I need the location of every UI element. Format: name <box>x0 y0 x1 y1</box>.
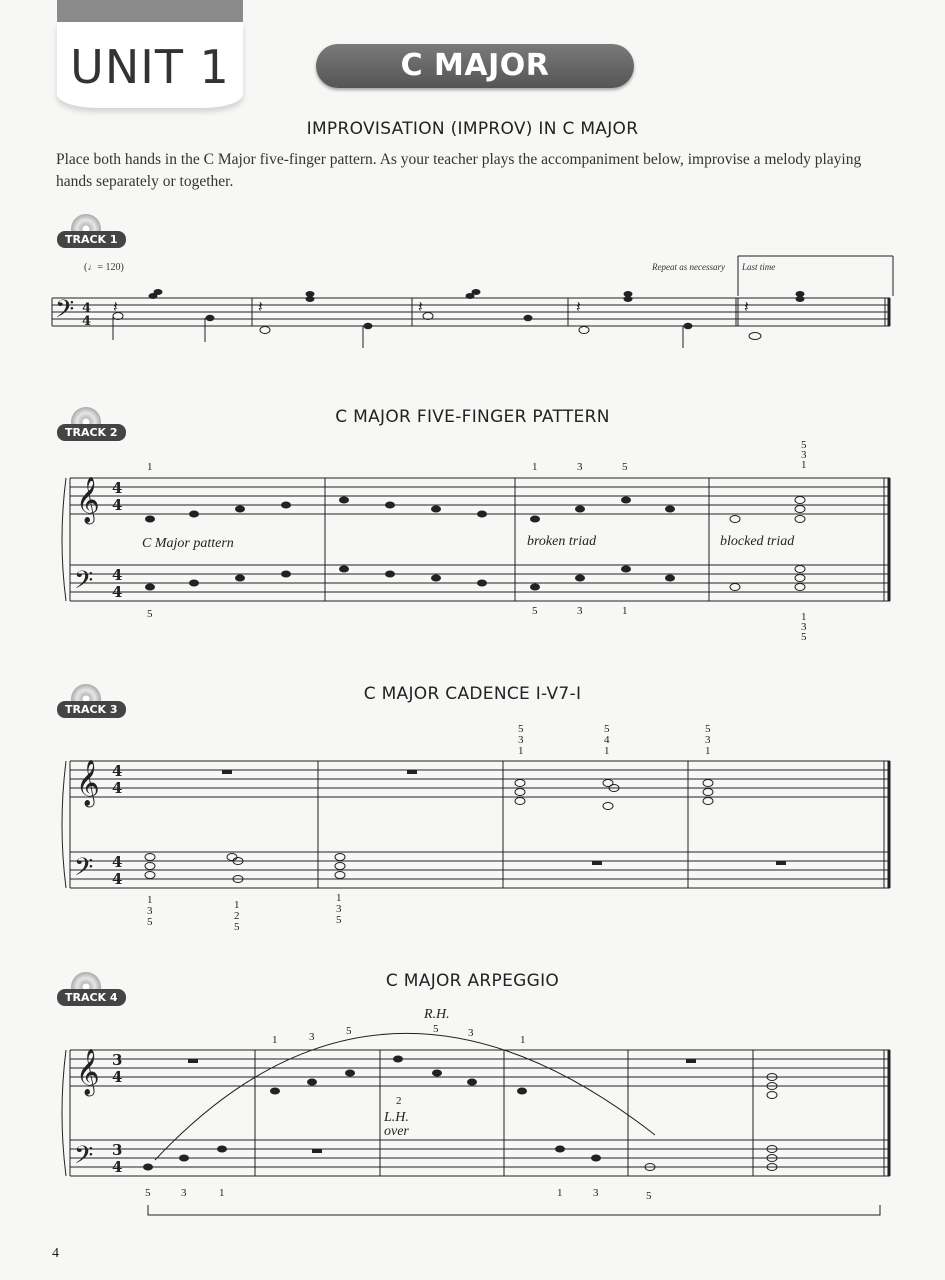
section2-title: C MAJOR FIVE-FINGER PATTERN <box>335 407 610 427</box>
intro-text: Place both hands in the C Major five-finger pattern. As your teacher plays the accompaniment below, improvise a melody playing hands separately or together. <box>56 151 862 190</box>
svg-text:2: 2 <box>234 910 240 922</box>
svg-text:3: 3 <box>801 449 807 461</box>
svg-text:𝄽: 𝄽 <box>113 297 118 316</box>
svg-text:1: 1 <box>532 461 538 473</box>
svg-text:1: 1 <box>622 605 628 617</box>
svg-text:5: 5 <box>346 1025 352 1037</box>
bass-clef-icon: 𝄢 <box>74 1141 94 1176</box>
tempo-mark: (♩= 120) <box>84 262 124 273</box>
svg-text:3: 3 <box>468 1027 474 1039</box>
svg-text:5: 5 <box>801 631 807 643</box>
section3-title: C MAJOR CADENCE I-V7-I <box>363 684 582 704</box>
svg-text:1: 1 <box>801 611 807 623</box>
svg-text:4: 4 <box>112 853 123 871</box>
key-title-pill: C MAJOR <box>316 44 634 88</box>
svg-text:𝄽: 𝄽 <box>576 297 581 316</box>
svg-text:4: 4 <box>112 1068 123 1086</box>
svg-text:3: 3 <box>705 734 711 746</box>
track1-badge: TRACK 1 <box>57 230 126 248</box>
svg-text:4: 4 <box>82 301 92 316</box>
svg-text:1: 1 <box>219 1187 225 1199</box>
last-time-text: Last time <box>742 262 776 272</box>
section4-title: C MAJOR ARPEGGIO <box>385 971 560 991</box>
svg-text:5: 5 <box>646 1190 652 1202</box>
svg-text:5: 5 <box>604 723 610 735</box>
staff-track3 <box>62 761 890 888</box>
svg-text:1: 1 <box>604 745 610 757</box>
svg-text:5: 5 <box>705 723 711 735</box>
svg-text:4: 4 <box>112 479 123 497</box>
svg-text:1: 1 <box>147 461 153 473</box>
svg-text:5: 5 <box>147 916 153 928</box>
svg-text:𝄽: 𝄽 <box>418 297 423 316</box>
label-c-major-pattern: C Major pattern <box>142 536 234 551</box>
unit-label: UNIT 1 <box>70 40 230 94</box>
svg-text:𝄽: 𝄽 <box>258 297 263 316</box>
svg-text:3: 3 <box>577 461 583 473</box>
svg-text:5: 5 <box>622 461 628 473</box>
bass-clef-icon: 𝄢 <box>55 295 75 330</box>
svg-text:3: 3 <box>112 1051 123 1069</box>
track2-badge: TRACK 2 <box>57 423 126 441</box>
page-number: 4 <box>52 1246 59 1261</box>
svg-text:1: 1 <box>518 745 524 757</box>
svg-text:5: 5 <box>147 608 153 620</box>
label-blocked-triad: blocked triad <box>720 534 795 549</box>
svg-text:3: 3 <box>181 1187 187 1199</box>
svg-text:3: 3 <box>577 605 583 617</box>
track4-badge: TRACK 4 <box>57 988 126 1006</box>
svg-text:3: 3 <box>309 1031 315 1043</box>
svg-text:1: 1 <box>801 459 807 471</box>
svg-text:4: 4 <box>112 779 123 797</box>
svg-text:1: 1 <box>557 1187 563 1199</box>
svg-text:5: 5 <box>518 723 524 735</box>
svg-text:1: 1 <box>336 892 342 904</box>
svg-text:4: 4 <box>112 496 123 514</box>
treble-clef-icon: 𝄞 <box>76 477 100 523</box>
treble-clef-icon: 𝄞 <box>76 1049 100 1095</box>
svg-text:1: 1 <box>234 899 240 911</box>
svg-text:5: 5 <box>532 605 538 617</box>
svg-text:4: 4 <box>112 583 123 601</box>
svg-text:5: 5 <box>336 914 342 926</box>
svg-text:𝄽: 𝄽 <box>744 297 749 316</box>
treble-clef-icon: 𝄞 <box>76 760 100 806</box>
section1-title: IMPROVISATION (IMPROV) IN C MAJOR <box>306 119 639 139</box>
svg-text:5: 5 <box>234 921 240 933</box>
svg-text:4: 4 <box>112 870 123 888</box>
svg-text:1: 1 <box>147 894 153 906</box>
label-broken-triad: broken triad <box>527 534 597 549</box>
bass-clef-icon: 𝄢 <box>74 853 94 888</box>
repeat-text: Repeat as necessary <box>652 262 725 272</box>
svg-text:4: 4 <box>112 566 123 584</box>
rh-label: R.H. <box>424 1007 450 1022</box>
svg-text:2: 2 <box>396 1095 402 1107</box>
over-label: over <box>384 1124 409 1139</box>
svg-text:3: 3 <box>112 1141 123 1159</box>
svg-text:1: 1 <box>705 745 711 757</box>
lh-label: L.H. <box>384 1110 409 1125</box>
svg-text:1: 1 <box>272 1034 278 1046</box>
svg-text:3: 3 <box>518 734 524 746</box>
svg-text:4: 4 <box>604 734 610 746</box>
svg-text:3: 3 <box>801 621 807 633</box>
svg-text:1: 1 <box>520 1034 526 1046</box>
svg-text:3: 3 <box>336 903 342 915</box>
svg-text:3: 3 <box>593 1187 599 1199</box>
svg-text:5: 5 <box>433 1023 439 1035</box>
svg-text:4: 4 <box>82 314 92 329</box>
svg-text:4: 4 <box>112 1158 123 1176</box>
svg-text:4: 4 <box>112 762 123 780</box>
svg-text:3: 3 <box>147 905 153 917</box>
svg-text:5: 5 <box>145 1187 151 1199</box>
svg-text:5: 5 <box>801 439 807 451</box>
track3-badge: TRACK 3 <box>57 700 126 718</box>
bass-clef-icon: 𝄢 <box>74 566 94 601</box>
